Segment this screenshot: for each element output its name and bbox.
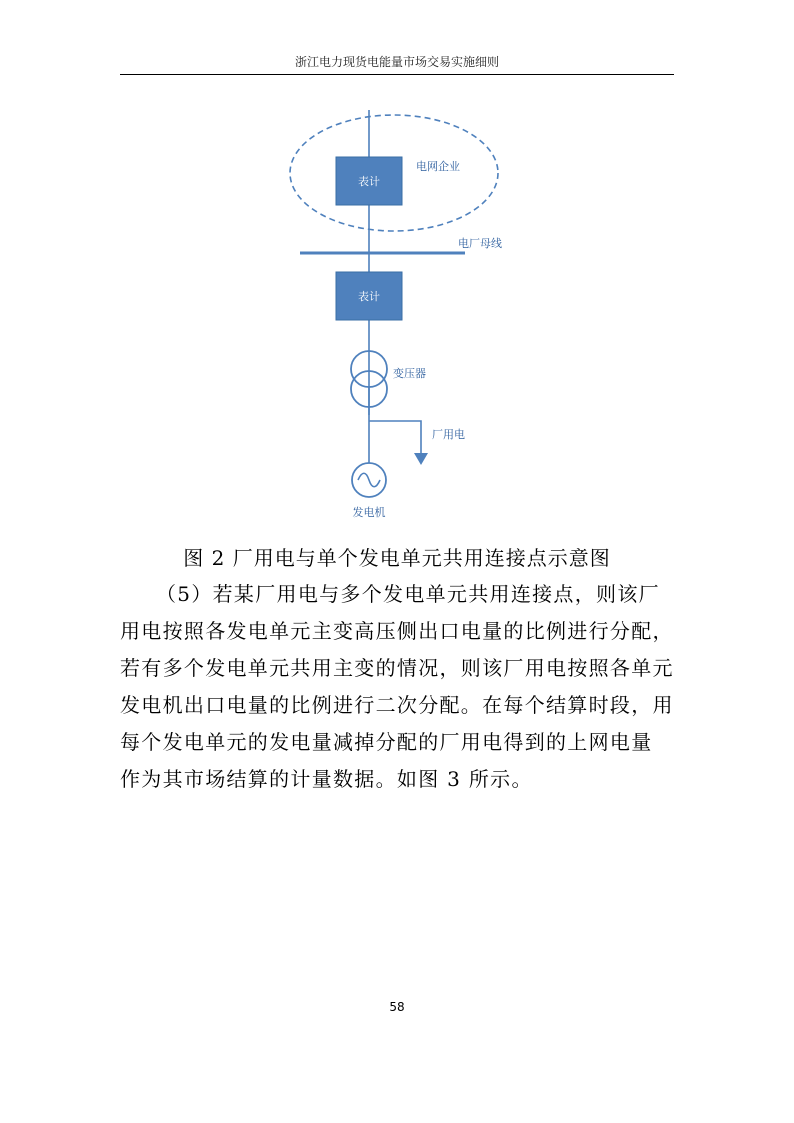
plant-bus-label: 电厂母线 <box>458 237 502 250</box>
page-header: 浙江电力现货电能量市场交易实施细则 <box>294 55 499 69</box>
body-paragraph <box>120 576 676 798</box>
down-arrow-icon <box>414 453 428 465</box>
paragraph-line: 每个发电单元的发电量减掉分配的厂用电得到的上网电量 <box>120 730 653 754</box>
grid-company-label: 电网企业 <box>416 160 460 173</box>
paragraph-line: 作为其市场结算的计量数据。如图 3 所示。 <box>120 767 533 791</box>
page-number: 58 <box>389 1000 405 1014</box>
generator-icon <box>352 463 386 497</box>
transformer-icon <box>351 351 387 407</box>
paragraph-line: 若有多个发电单元共用主变的情况，则该厂用电按照各单元 <box>120 656 674 680</box>
transformer-label: 变压器 <box>393 367 426 380</box>
meter-label-bottom: 表计 <box>358 290 380 303</box>
meter-label-top: 表计 <box>358 175 380 188</box>
connection-diagram <box>280 105 540 525</box>
plant-power-label: 厂用电 <box>432 428 465 441</box>
header-divider <box>120 74 674 75</box>
figure-caption: 图 2 厂用电与单个发电单元共用连接点示意图 <box>183 546 611 570</box>
generator-label: 发电机 <box>352 506 386 519</box>
paragraph-line: 用电按照各发电单元主变高压侧出口电量的比例进行分配， <box>120 619 674 643</box>
paragraph-line: 发电机出口电量的比例进行二次分配。在每个结算时段，用 <box>120 693 674 717</box>
plant-power-branch <box>369 421 421 455</box>
paragraph-line: （5）若某厂用电与多个发电单元共用连接点，则该厂 <box>156 582 660 606</box>
